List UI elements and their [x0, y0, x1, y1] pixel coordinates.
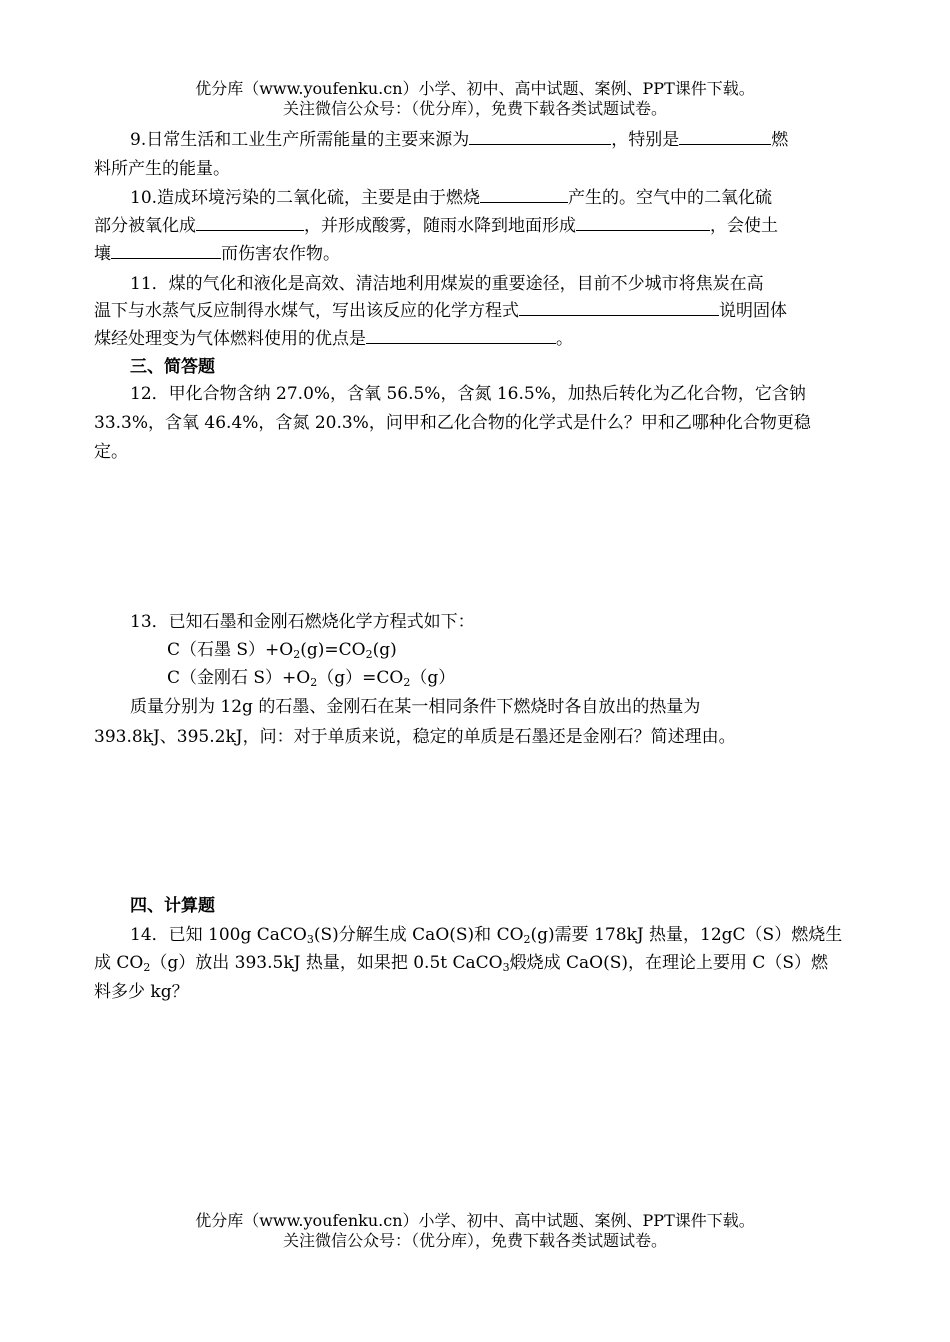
- q10-blank-2[interactable]: [196, 216, 304, 231]
- q10-text-e: ，会使土: [710, 216, 778, 236]
- footer-line-1: 优分库（www.youfenku.cn）小学、初中、高中试题、案例、PPT课件下载。: [195, 1211, 755, 1230]
- question-9-line-1: [130, 130, 788, 150]
- q14-part-e: （g）放出 393.5kJ 热量，如果把 0.5t CaCO: [150, 953, 503, 973]
- eq2-part-c: （g）: [410, 668, 456, 688]
- q11-text-b: 说明固体: [719, 301, 787, 321]
- question-12-line-1: 12．甲化合物含纳 27.0%，含氧 56.5%，含氮 16.5%，加热后转化为乙化合物，它含钠: [130, 384, 806, 404]
- q11-blank-2[interactable]: [366, 329, 556, 344]
- eq1-part-c: (g): [372, 640, 397, 660]
- q10-text-c: 部分被氧化成: [94, 216, 196, 236]
- q10-text-b: 产生的。空气中的二氧化硫: [568, 188, 773, 208]
- q11-text-c: 煤经处理变为气体燃料使用的优点是: [94, 329, 366, 349]
- question-11-line-3: [94, 329, 573, 349]
- eq1-part-b: (g)=CO: [300, 640, 366, 660]
- q14-sub-4: 3: [502, 961, 510, 974]
- q14-sub-2: 2: [523, 933, 531, 946]
- eq2-part-b: （g）=CO: [317, 668, 404, 688]
- question-10-line-1: [130, 188, 772, 208]
- question-10-line-2: [94, 216, 778, 236]
- question-11-line-1: 11．煤的气化和液化是高效、清洁地利用煤炭的重要途径，目前不少城市将焦炭在高: [130, 274, 764, 294]
- q11-text-d: 。: [556, 329, 573, 349]
- header-line-2: 关注微信公众号：（优分库），免费下载各类试题试卷。: [282, 99, 667, 118]
- q14-sub-3: 2: [143, 961, 151, 974]
- header-line-1: 优分库（www.youfenku.cn）小学、初中、高中试题、案例、PPT课件下载。: [195, 79, 755, 98]
- q10-blank-3[interactable]: [576, 216, 710, 231]
- question-12-line-3: 定。: [94, 442, 128, 462]
- q10-text-f: 壤: [94, 244, 111, 264]
- eq1-sub-1: 2: [293, 648, 301, 661]
- equation-diamond: [167, 668, 455, 688]
- section-3-title: 三、简答题: [130, 357, 215, 377]
- q9-text-a: 9.日常生活和工业生产所需能量的主要来源为: [130, 130, 470, 150]
- footer-line-2: 关注微信公众号：（优分库），免费下载各类试题试卷。: [282, 1231, 667, 1250]
- question-11-line-2: [94, 301, 787, 321]
- q9-blank-1[interactable]: [469, 130, 611, 145]
- question-9-line-2: 料所产生的能量。: [94, 159, 230, 179]
- q14-part-d: 成 CO: [94, 953, 144, 973]
- q14-part-a: 14．已知 100g CaCO: [130, 925, 307, 945]
- question-12-line-2: 33.3%，含氧 46.4%，含氮 20.3%，问甲和乙化合物的化学式是什么？甲和乙哪种化合物更稳: [94, 413, 811, 433]
- question-14-line-3: 料多少 kg？: [94, 982, 189, 1002]
- question-13-line-5: 393.8kJ、395.2kJ，问：对于单质来说，稳定的单质是石墨还是金刚石？简述理由。: [94, 727, 736, 747]
- q9-text-b: ，特别是: [611, 130, 680, 150]
- q11-blank-1[interactable]: [519, 301, 719, 316]
- q14-sub-1: 3: [306, 933, 314, 946]
- eq2-sub-2: 2: [403, 676, 411, 689]
- question-10-line-3: [94, 244, 340, 264]
- q10-text-a: 10.造成环境污染的二氧化硫，主要是由于燃烧: [130, 188, 481, 208]
- q14-part-f: 煅烧成 CaO(S)，在理论上要用 C（S）燃: [509, 953, 829, 973]
- q9-blank-2[interactable]: [679, 130, 771, 145]
- eq1-sub-2: 2: [365, 648, 373, 661]
- q9-text-c: 燃: [771, 130, 789, 150]
- equation-graphite: [167, 640, 397, 660]
- section-4-title: 四、计算题: [130, 896, 215, 916]
- question-13-line-4: 质量分别为 12g 的石墨、金刚石在某一相同条件下燃烧时各自放出的热量为: [130, 697, 701, 717]
- q10-blank-4[interactable]: [111, 244, 221, 259]
- question-14-line-2: [94, 953, 828, 973]
- eq2-part-a: C（金刚石 S）+O: [167, 668, 311, 688]
- q11-text-a: 温下与水蒸气反应制得水煤气，写出该反应的化学方程式: [94, 301, 519, 321]
- eq2-sub-1: 2: [310, 676, 318, 689]
- q10-text-g: 而伤害农作物。: [221, 244, 340, 264]
- q14-part-b: (S)分解生成 CaO(S)和 CO: [313, 925, 524, 945]
- q10-text-d: ，并形成酸雾，随雨水降到地面形成: [304, 216, 576, 236]
- q10-blank-1[interactable]: [480, 188, 568, 203]
- eq1-part-a: C（石墨 S）+O: [167, 640, 294, 660]
- question-13-intro: 13．已知石墨和金刚石燃烧化学方程式如下：: [130, 612, 475, 632]
- question-14-line-1: [130, 925, 842, 945]
- q14-part-c: (g)需要 178kJ 热量，12gC（S）燃烧生: [530, 925, 843, 945]
